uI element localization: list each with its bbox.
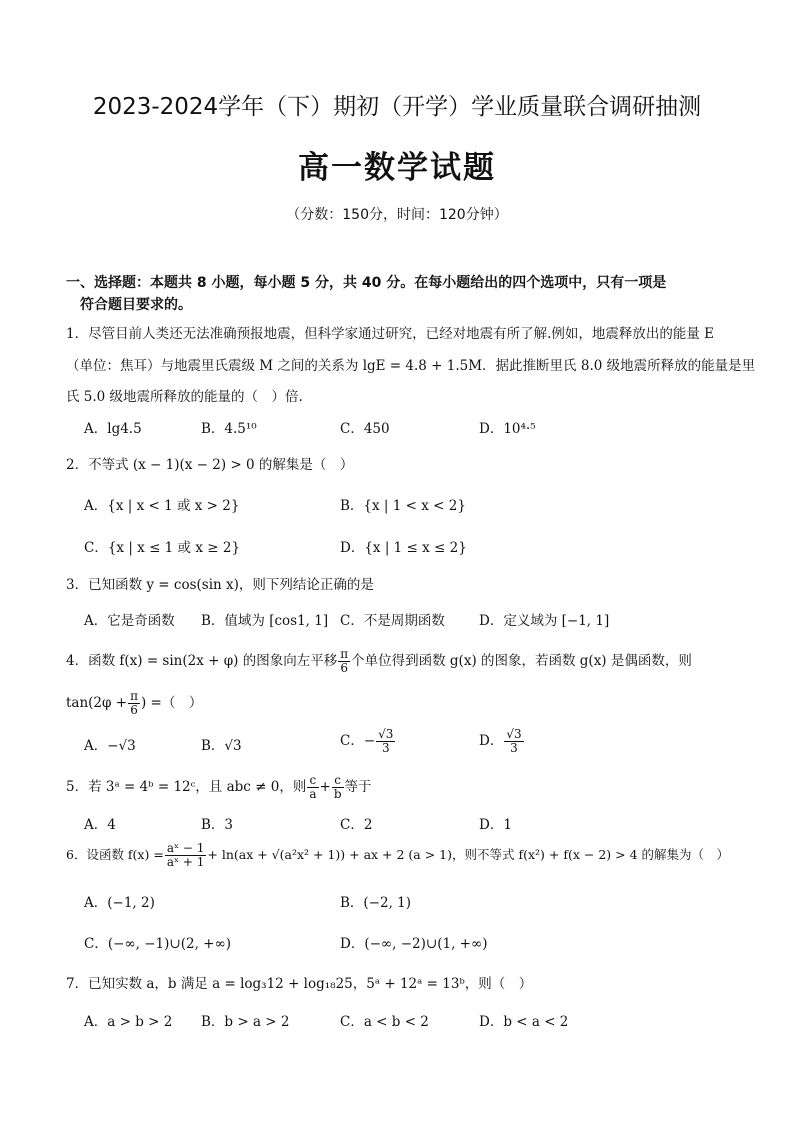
q4-line2-fraction-num: π — [130, 689, 138, 703]
section-heading-line1: 一、选择题：本题共 8 小题，每小题 5 分，共 40 分。在每小题给出的四个选项中，只有一项是 — [66, 275, 667, 291]
section-heading — [66, 272, 746, 316]
q4-option-d — [479, 728, 525, 755]
q6-fraction-den: aˣ + 1 — [166, 855, 205, 869]
q4-option-b: B．√3 — [201, 738, 242, 754]
q5-fraction-c-over-b — [332, 774, 344, 801]
q6-fraction — [165, 842, 207, 869]
q5-option-b: B．3 — [201, 817, 234, 833]
q5-option-c: C．2 — [340, 817, 373, 833]
q4-option-d-prefix: D． — [479, 733, 504, 749]
q4-option-d-num: √3 — [506, 727, 522, 741]
q5-stem — [66, 774, 372, 801]
q2-stem: 2．不等式 (x − 1)(x − 2) > 0 的解集是（ ） — [66, 457, 354, 473]
q3-option-c: C．不是周期函数 — [340, 613, 445, 629]
q1-option-c: C．450 — [340, 421, 390, 437]
q1-stem-line1: 1．尽管目前人类还无法准确预报地震，但科学家通过研究，已经对地震有所了解.例如，地震释放出的能量 E — [66, 326, 715, 342]
q4-option-d-den: 3 — [510, 741, 518, 755]
q4-fraction-pi-over-6 — [338, 648, 350, 675]
q7-stem: 7．已知实数 a，b 满足 a = log₃12 + log₁₈25，5ᵃ + 12ᵃ = 13ᵇ，则（ ） — [66, 976, 533, 992]
q6-fraction-num: aˣ − 1 — [166, 841, 205, 855]
q7-option-a: A．a > b > 2 — [84, 1014, 173, 1030]
q4-line2-part-b: ) =（ ） — [140, 695, 203, 711]
q1-stem-line2: （单位：焦耳）与地震里氏震级 M 之间的关系为 lgE = 4.8 + 1.5M．据此推断里氏 8.0 级地震所释放的能量是里 — [66, 358, 756, 374]
q3-option-b: B．值域为 [cos1, 1] — [201, 613, 329, 629]
q4-fraction-num: π — [340, 647, 349, 661]
q6-option-a: A．(−1, 2) — [84, 895, 155, 911]
q4-stem-part-b: 个单位得到函数 g(x) 的图象，若函数 g(x) 是偶函数，则 — [351, 653, 692, 669]
q5-stem-part-b: 等于 — [344, 779, 372, 795]
q7-option-d: D．b < a < 2 — [479, 1014, 569, 1030]
q2-option-b: B．{x | 1 < x < 2} — [340, 498, 466, 514]
q4-line2-fraction-den: 6 — [130, 703, 138, 717]
q5-f2-num: c — [332, 774, 344, 788]
q4-option-d-fraction — [504, 728, 523, 755]
q1-option-d: D．10⁴·⁵ — [479, 421, 536, 437]
q3-option-d: D．定义域为 [−1, 1] — [479, 613, 610, 629]
q2-option-c: C．{x | x ≤ 1 或 x ≥ 2} — [84, 540, 241, 556]
q6-option-d: D．(−∞, −2)∪(1, +∞) — [340, 936, 488, 952]
q4-stem-line2 — [66, 690, 202, 717]
exam-header: 2023-2024学年（下）期初（开学）学业质量联合调研抽测 — [92, 94, 702, 120]
q4-line2-part-a: tan(2φ + — [66, 695, 128, 711]
q5-fraction-c-over-a — [307, 774, 318, 801]
section-heading-line2: 符合题目要求的。 — [80, 297, 192, 313]
q6-option-c: C．(−∞, −1)∪(2, +∞) — [84, 936, 231, 952]
q2-option-d: D．{x | 1 ≤ x ≤ 2} — [340, 540, 467, 556]
exam-info: （分数：150分，时间：120分钟） — [286, 207, 508, 223]
q6-stem — [66, 842, 729, 869]
q4-option-a: A．−√3 — [84, 738, 136, 754]
q2-option-a: A．{x | x < 1 或 x > 2} — [84, 498, 240, 514]
q4-option-c-den: 3 — [381, 741, 390, 755]
exam-title: 高一数学试题 — [298, 150, 496, 186]
q4-option-c-fraction — [376, 728, 395, 755]
q5-f1-den: a — [309, 787, 317, 801]
q5-f1-num: c — [307, 774, 318, 788]
q4-option-c-prefix: C．− — [340, 733, 376, 749]
q1-option-a: A．lg4.5 — [84, 421, 142, 437]
q3-option-a: A．它是奇函数 — [84, 613, 175, 629]
q4-option-c — [340, 728, 396, 755]
q5-plus: + — [319, 779, 331, 795]
q6-option-b: B．(−2, 1) — [340, 895, 412, 911]
q7-option-b: B．b > a > 2 — [201, 1014, 290, 1030]
q4-fraction-den: 6 — [340, 661, 348, 675]
q4-line2-fraction — [128, 690, 140, 717]
q1-option-b: B．4.5¹⁰ — [201, 421, 257, 437]
q1-stem-line3: 氏 5.0 级地震所释放的能量的（ ）倍. — [66, 389, 303, 405]
q5-option-d: D．1 — [479, 817, 512, 833]
q3-stem: 3．已知函数 y = cos(sin x)，则下列结论正确的是 — [66, 577, 374, 593]
q7-option-c: C．a < b < 2 — [340, 1014, 429, 1030]
q4-stem-line1 — [66, 648, 692, 675]
q5-f2-den: b — [333, 787, 342, 801]
q5-stem-part-a: 5．若 3ᵃ = 4ᵇ = 12ᶜ，且 abc ≠ 0，则 — [66, 779, 307, 795]
q6-stem-part-a: 6．设函数 f(x) = — [66, 847, 164, 862]
q4-option-c-num: √3 — [378, 727, 394, 741]
q4-stem-part-a: 4．函数 f(x) = sin(2x + φ) 的图象向左平移 — [66, 653, 338, 669]
q6-stem-part-b: + ln(ax + √(a²x² + 1)) + ax + 2 (a > 1)，则不等式 f(x²) + f(x − 2) > 4 的解集为（ ） — [207, 847, 729, 862]
q5-option-a: A．4 — [84, 817, 116, 833]
